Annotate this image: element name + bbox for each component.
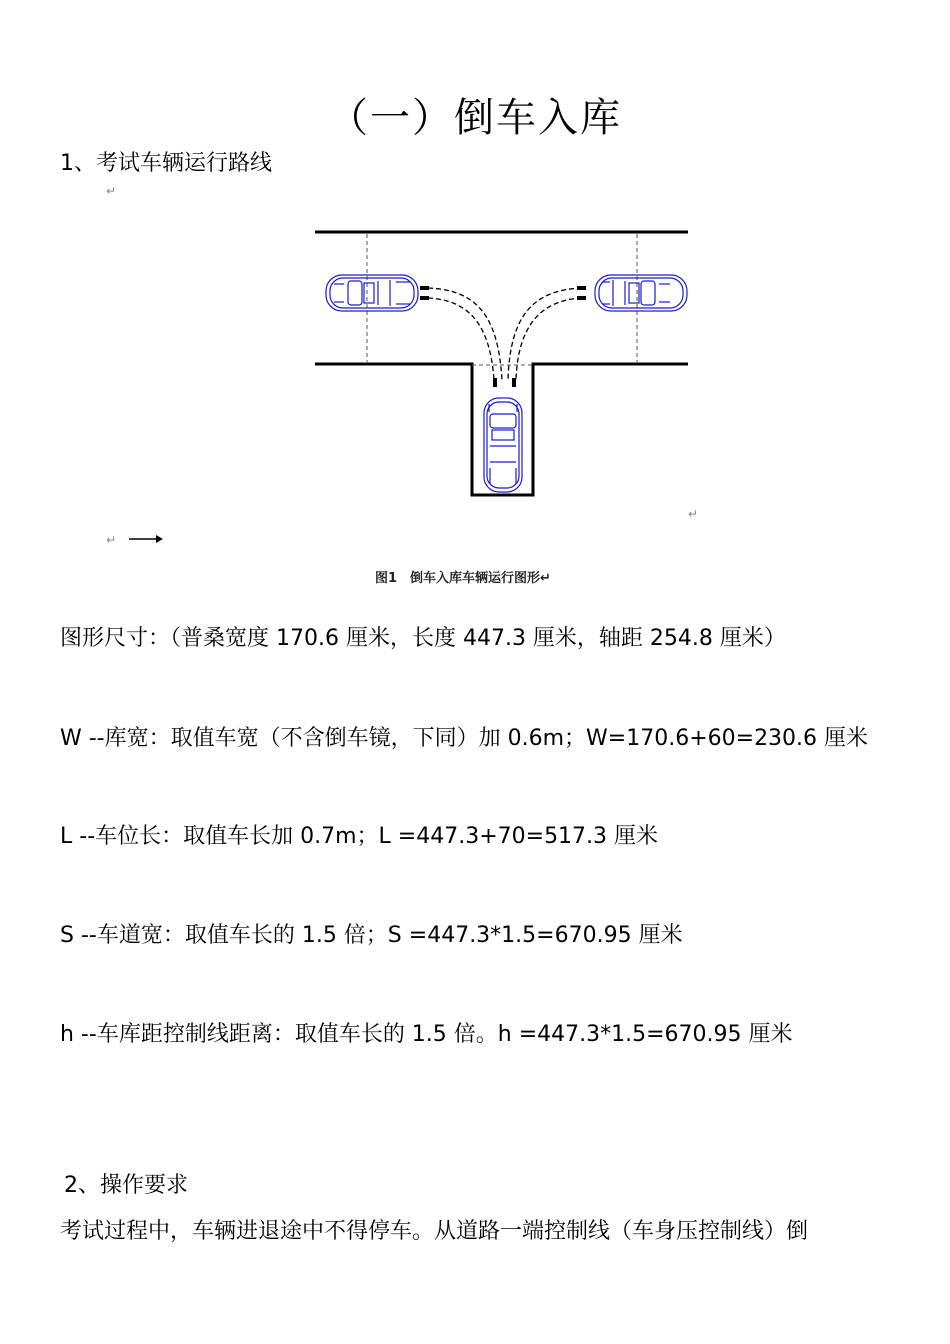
reverse-parking-diagram bbox=[300, 218, 700, 503]
s-definition: S --车道宽：取值车长的 1.5 倍；S =447.3*1.5=670.95 厘米 bbox=[60, 923, 683, 948]
right-path-inner bbox=[516, 298, 582, 380]
section-1-heading: 1、考试车辆运行路线 bbox=[60, 151, 272, 176]
h-definition: h --车库距控制线距离：取值车长的 1.5 倍。h =447.3*1.5=670.95 厘米 bbox=[60, 1022, 793, 1047]
w-definition: W --库宽：取值车宽（不含倒车镜，下同）加 0.6m；W=170.6+60=230.6 厘米 bbox=[60, 726, 869, 751]
left-path-inner bbox=[428, 298, 494, 380]
section-2-heading: 2、操作要求 bbox=[64, 1173, 188, 1198]
left-path-outer bbox=[428, 288, 502, 380]
right-car-icon bbox=[595, 275, 687, 311]
document-title: （一）倒车入库 bbox=[328, 95, 622, 141]
paragraph-mark: ↵ bbox=[106, 184, 117, 198]
garage-car-icon bbox=[484, 398, 522, 492]
arrow-right-icon bbox=[128, 533, 164, 545]
operation-requirements-text: 考试过程中，车辆进退途中不得停车。从道路一端控制线（车身压控制线）倒 bbox=[60, 1219, 809, 1244]
paragraph-mark: ↵ bbox=[688, 507, 699, 521]
l-definition: L --车位长：取值车长加 0.7m；L =447.3+70=517.3 厘米 bbox=[60, 824, 659, 849]
dimensions-paragraph: 图形尺寸：（普桑宽度 170.6 厘米，长度 447.3 厘米，轴距 254.8 厘米） bbox=[60, 626, 786, 651]
figure-caption: 图1 倒车入库车辆运行图形↵ bbox=[375, 571, 551, 586]
right-path-outer bbox=[508, 288, 582, 380]
paragraph-mark: ↵ bbox=[106, 533, 117, 547]
left-car-icon bbox=[326, 275, 418, 311]
